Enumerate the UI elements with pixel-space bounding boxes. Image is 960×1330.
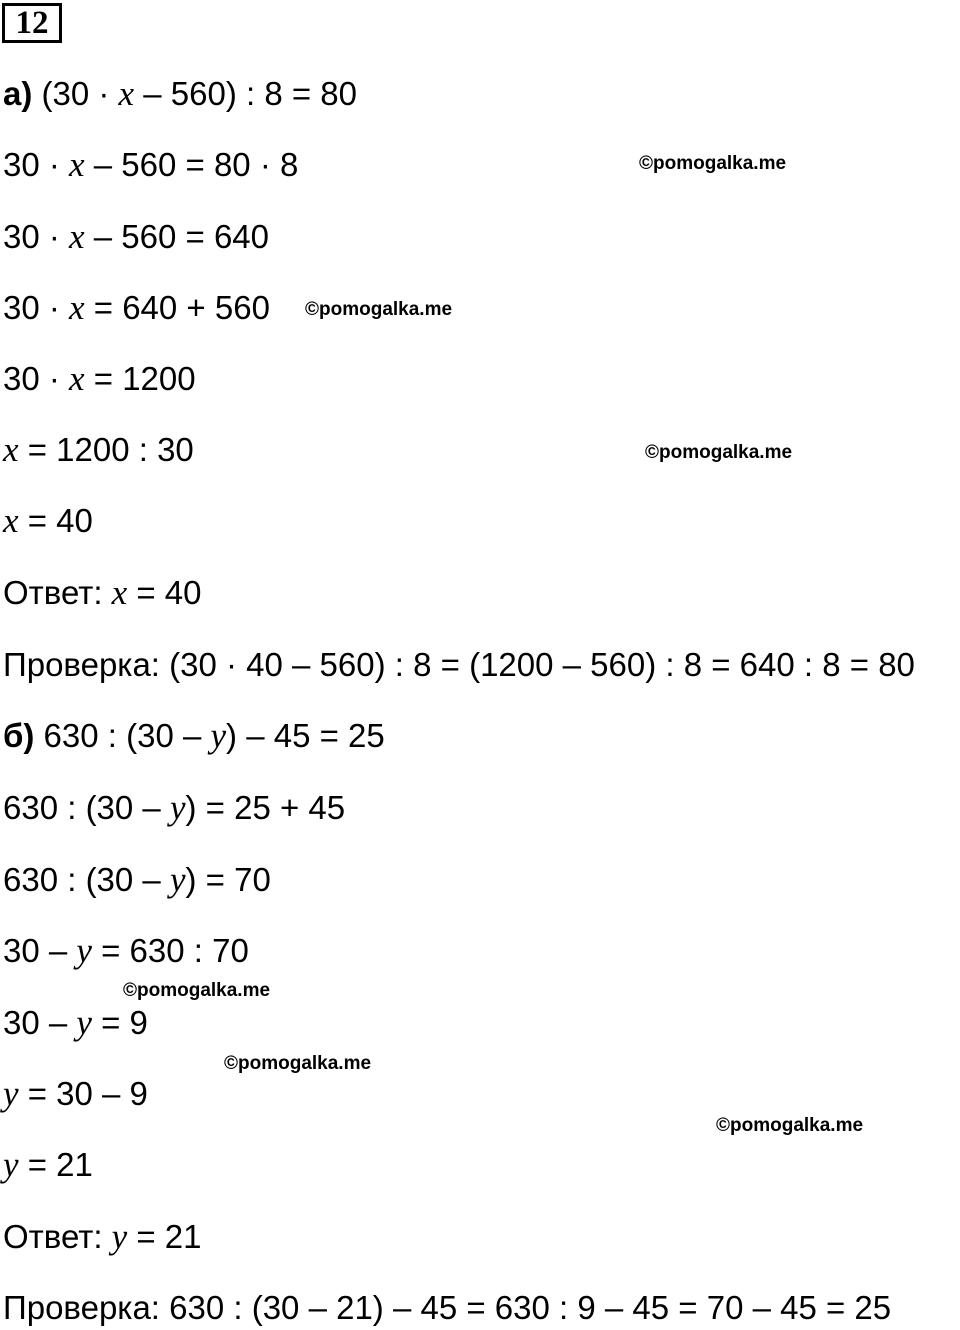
eq-text: = 21: [18, 1146, 93, 1183]
variable-y: y: [76, 931, 92, 970]
variable-x: x: [69, 145, 85, 184]
part-a-line-1: [3, 74, 357, 114]
part-a-line-7: [3, 501, 93, 541]
eq-text: 30 ·: [3, 146, 70, 183]
part-b-line-1: [3, 716, 385, 756]
check-text: Проверка: (30 · 40 – 560) : 8 = (1200 – 560) : 8 = 640 : 8 = 80: [3, 646, 915, 683]
answer-text: Ответ:: [3, 1218, 112, 1255]
eq-text: = 1200 : 30: [18, 431, 194, 468]
eq-text: = 21: [127, 1218, 202, 1255]
part-b-label: б): [3, 717, 35, 754]
part-b-line-6: [3, 1074, 148, 1114]
part-b-line-4: [3, 931, 249, 971]
part-b-answer: [3, 1217, 202, 1257]
variable-x: x: [118, 74, 135, 113]
eq-text: – 560 = 640: [84, 218, 270, 255]
eq-text: ) = 25 + 45: [185, 789, 346, 826]
eq-text: 630 : (30 –: [3, 789, 170, 826]
eq-text: ) = 70: [185, 861, 271, 898]
eq-text: 30 –: [3, 1004, 77, 1041]
watermark: ©pomogalka.me: [123, 980, 271, 1001]
part-a-answer: [3, 573, 202, 613]
variable-x: x: [69, 217, 85, 256]
eq-text: 30 –: [3, 932, 77, 969]
part-a-line-5: [3, 359, 196, 399]
eq-text: = 640 + 560: [84, 289, 270, 326]
eq-text: 30 ·: [3, 360, 70, 397]
eq-text: = 40: [127, 574, 202, 611]
variable-x: x: [69, 359, 85, 398]
variable-y: y: [3, 1145, 19, 1184]
part-b-line-7: [3, 1145, 93, 1185]
eq-text: = 30 – 9: [18, 1075, 148, 1112]
eq-text: 30 ·: [3, 218, 70, 255]
problem-number-box: [2, 3, 62, 43]
eq-text: 30 ·: [3, 289, 70, 326]
eq-text: = 630 : 70: [91, 932, 249, 969]
watermark: ©pomogalka.me: [305, 299, 453, 320]
part-b-line-3: [3, 860, 271, 900]
part-b-check: [3, 1288, 891, 1328]
variable-y: y: [3, 1074, 19, 1113]
check-text: Проверка: 630 : (30 – 21) – 45 = 630 : 9 – 45 = 70 – 45 = 25: [3, 1289, 892, 1326]
part-a-line-4: [3, 288, 270, 328]
eq-text: – 560) : 8 = 80: [134, 75, 358, 112]
variable-x: x: [3, 501, 19, 540]
variable-y: y: [76, 1003, 92, 1042]
variable-x: x: [69, 288, 85, 327]
part-b-line-5: [3, 1003, 148, 1043]
variable-x: x: [3, 430, 19, 469]
eq-text: = 1200: [84, 360, 196, 397]
eq-text: 630 : (30 –: [43, 717, 211, 754]
answer-text: Ответ:: [3, 574, 112, 611]
watermark: ©pomogalka.me: [639, 153, 787, 174]
watermark: ©pomogalka.me: [224, 1053, 372, 1074]
watermark: ©pomogalka.me: [716, 1115, 864, 1136]
problem-number: 12: [15, 4, 49, 41]
variable-y: y: [111, 1217, 128, 1256]
eq-text: 630 : (30 –: [3, 861, 170, 898]
variable-x: x: [111, 573, 128, 612]
part-b-line-2: [3, 788, 345, 828]
variable-y: y: [169, 860, 186, 899]
watermark: ©pomogalka.me: [645, 442, 793, 463]
variable-y: y: [210, 716, 227, 755]
part-a-line-3: [3, 217, 269, 257]
eq-text: – 560 = 80 · 8: [84, 146, 299, 183]
variable-y: y: [169, 788, 186, 827]
eq-text: (30 ·: [41, 75, 119, 112]
eq-text: = 40: [18, 502, 93, 539]
part-a-label: а): [3, 75, 33, 112]
eq-text: = 9: [91, 1004, 148, 1041]
part-a-line-6: [3, 430, 194, 470]
part-a-check: [3, 645, 915, 685]
eq-text: ) – 45 = 25: [226, 717, 385, 754]
part-a-line-2: [3, 145, 298, 185]
